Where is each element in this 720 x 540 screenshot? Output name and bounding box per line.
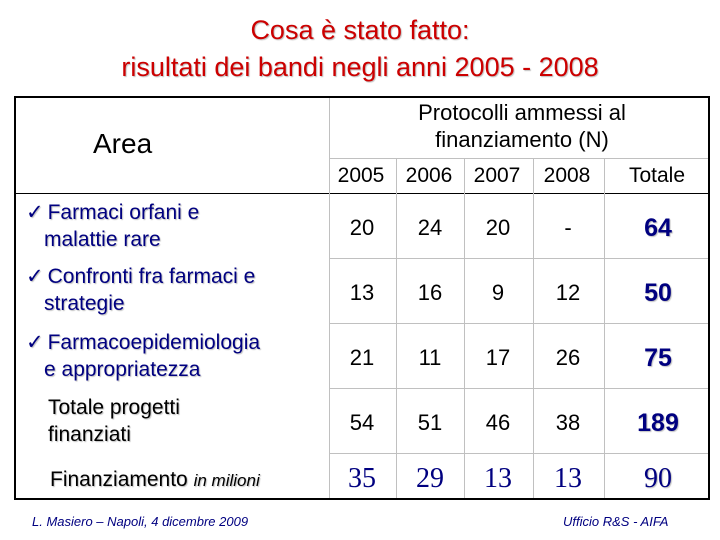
group-column-header [352, 99, 692, 153]
table-cell: 26 [555, 345, 581, 370]
row-total: 75 [644, 344, 672, 372]
year-header-2006: 2006 [405, 164, 453, 187]
checkmark-icon: ✓ [26, 265, 44, 288]
table-cell: 35 [348, 463, 376, 494]
table-cell: 20 [349, 215, 375, 240]
table-cell: 13 [554, 463, 582, 494]
row-total: 189 [637, 409, 679, 437]
row-total: 90 [644, 463, 672, 494]
table-cell: 16 [417, 280, 443, 305]
table-cell: 13 [484, 463, 512, 494]
grid-line [330, 453, 708, 454]
table-border-left [14, 96, 16, 500]
row-label-drug-comparisons: ✓ Confronti fra farmaci e strategie [26, 265, 256, 315]
table-cell: 38 [555, 410, 581, 435]
slide-title-line-2: risultati dei bandi negli anni 2005 - 2008 [121, 52, 599, 82]
year-header-2007: 2007 [473, 164, 521, 187]
year-header-2005: 2005 [337, 164, 385, 187]
table-cell: 11 [418, 345, 442, 370]
table-cell: 24 [417, 215, 443, 240]
grid-line [396, 158, 397, 498]
group-header-line-2: finanziamento (N) [435, 127, 609, 152]
table-cell: 29 [416, 463, 444, 494]
total-column-header: Totale [628, 164, 686, 187]
checkmark-icon: ✓ [26, 201, 44, 224]
table-cell: 46 [485, 410, 511, 435]
row-label-pharmacoepidemiology: ✓ Farmacoepidemiologia e appropriatezza [26, 331, 261, 381]
grid-line [330, 258, 708, 259]
area-column-header: Area [93, 128, 153, 159]
year-header-2008: 2008 [543, 164, 591, 187]
table-cell: 12 [555, 280, 581, 305]
row-total: 64 [644, 214, 672, 242]
footer-office: Ufficio R&S - AIFA [563, 514, 669, 529]
header-divider [14, 193, 710, 194]
row-label-total-projects: Totale progetti finanziati [48, 396, 180, 446]
table-border-top [14, 96, 710, 98]
row-total: 50 [644, 279, 672, 307]
table-border-right [708, 96, 710, 500]
row-label-funding: Finanziamento in milioni [50, 468, 260, 491]
footer-author: L. Masiero – Napoli, 4 dicembre 2009 [32, 514, 249, 529]
checkmark-icon: ✓ [26, 331, 44, 354]
table-cell: 9 [491, 280, 505, 305]
grid-line [330, 323, 708, 324]
table-cell: 51 [417, 410, 443, 435]
grid-line [533, 158, 534, 498]
row-label-orphan-drugs: ✓ Farmaci orfani e malattie rare [26, 201, 200, 251]
grid-line [464, 158, 465, 498]
group-header-line-1: Protocolli ammessi al [418, 100, 626, 125]
table-border-bottom [14, 498, 710, 500]
table-cell: 20 [485, 215, 511, 240]
table-cell: - [564, 215, 572, 240]
table-cell: 21 [349, 345, 375, 370]
grid-line [330, 158, 708, 159]
table-cell: 17 [485, 345, 511, 370]
grid-line [604, 158, 605, 498]
table-cell: 54 [349, 410, 375, 435]
slide-title-line-1: Cosa è stato fatto: [250, 15, 470, 45]
grid-line [330, 388, 708, 389]
table-cell: 13 [349, 280, 375, 305]
